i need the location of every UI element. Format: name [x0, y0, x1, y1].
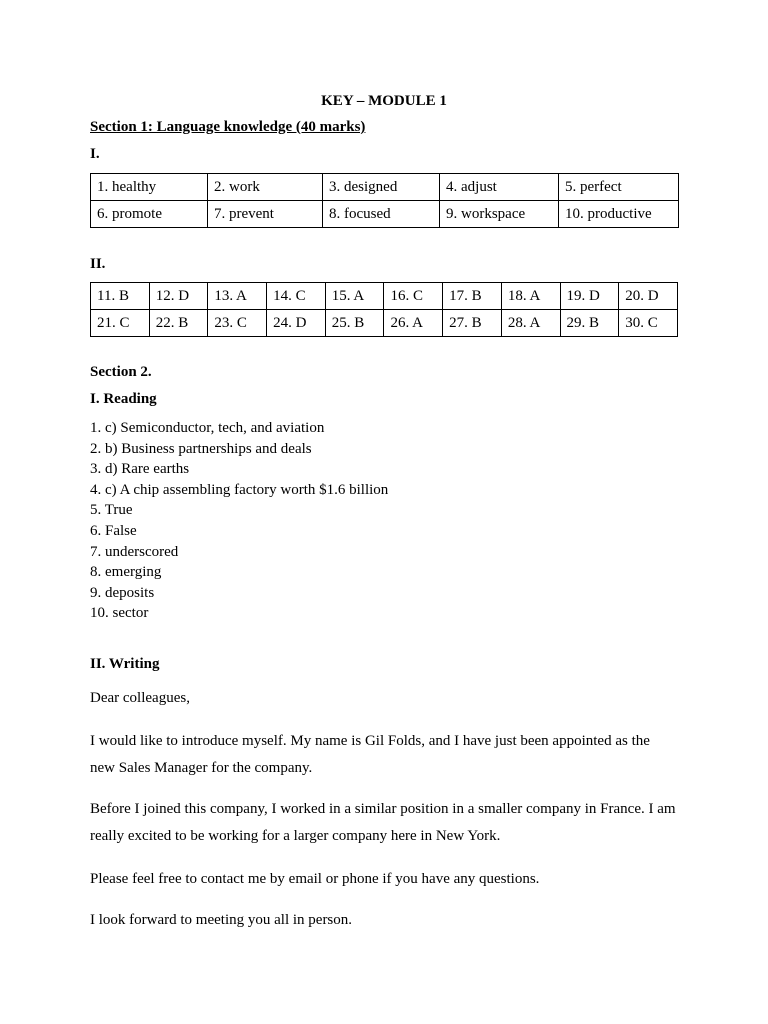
answer-table-part-1: [90, 173, 679, 228]
list-item: 4. c) A chip assembling factory worth $1.6 billion: [90, 481, 389, 498]
answer-cell: 21. C: [91, 310, 150, 337]
document-title: KEY – MODULE 1: [321, 93, 447, 109]
answer-cell: 17. B: [443, 283, 502, 310]
answer-cell: 2. work: [208, 174, 323, 201]
answer-cell: 6. promote: [91, 201, 208, 228]
answer-cell: 10. productive: [559, 201, 679, 228]
reading-heading: I. Reading: [90, 391, 157, 407]
list-item: 7. underscored: [90, 543, 179, 560]
answer-cell: 25. B: [325, 310, 384, 337]
answer-cell: 19. D: [560, 283, 619, 310]
answer-cell: 23. C: [208, 310, 267, 337]
list-item: 8. emerging: [90, 564, 162, 581]
answer-cell: 3. designed: [323, 174, 440, 201]
list-item: 6. False: [90, 522, 137, 539]
answer-cell: 4. adjust: [440, 174, 559, 201]
answer-cell: 13. A: [208, 283, 267, 310]
answer-cell: 8. focused: [323, 201, 440, 228]
answer-table-part-2: [90, 282, 678, 337]
answer-cell: 9. workspace: [440, 201, 559, 228]
list-item: 10. sector: [90, 605, 149, 622]
answer-cell: 14. C: [267, 283, 326, 310]
answer-cell: 18. A: [501, 283, 560, 310]
answer-cell: 15. A: [325, 283, 384, 310]
writing-heading: II. Writing: [90, 656, 160, 672]
answer-cell: 26. A: [384, 310, 443, 337]
answer-cell: 22. B: [149, 310, 208, 337]
answer-cell: 30. C: [619, 310, 678, 337]
table-row: [91, 283, 678, 310]
answer-cell: 24. D: [267, 310, 326, 337]
letter-paragraph: I would like to introduce myself. My name is Gil Folds, and I have just been appointed as the new Sales Manager for the company.: [90, 733, 650, 776]
table-row: [91, 201, 679, 228]
part-1-label: I.: [90, 146, 100, 162]
list-item: 5. True: [90, 502, 133, 519]
letter-greeting: Dear colleagues,: [90, 690, 190, 706]
answer-cell: 7. prevent: [208, 201, 323, 228]
part-2-label: II.: [90, 256, 106, 272]
table-row: [91, 174, 679, 201]
answer-cell: 12. D: [149, 283, 208, 310]
answer-cell: 28. A: [501, 310, 560, 337]
answer-cell: 11. B: [91, 283, 150, 310]
answer-cell: 29. B: [560, 310, 619, 337]
answer-cell: 5. perfect: [559, 174, 679, 201]
list-item: 3. d) Rare earths: [90, 461, 190, 478]
section-2-heading: Section 2.: [90, 364, 152, 380]
answer-cell: 27. B: [443, 310, 502, 337]
letter-paragraph: I look forward to meeting you all in person.: [90, 912, 353, 928]
answer-cell: 16. C: [384, 283, 443, 310]
table-row: [91, 310, 678, 337]
reading-answers: [90, 418, 388, 624]
letter-paragraph: Before I joined this company, I worked in a similar position in a smaller company in France. I am really excited to be working for a larger company here in New York.: [90, 801, 676, 844]
list-item: 1. c) Semiconductor, tech, and aviation: [90, 420, 325, 436]
list-item: 2. b) Business partnerships and deals: [90, 440, 312, 457]
letter-paragraph: Please feel free to contact me by email or phone if you have any questions.: [90, 871, 540, 887]
answer-cell: 20. D: [619, 283, 678, 310]
section-1-heading: Section 1: Language knowledge (40 marks): [90, 119, 366, 135]
list-item: 9. deposits: [90, 584, 155, 601]
answer-cell: 1. healthy: [91, 174, 208, 201]
